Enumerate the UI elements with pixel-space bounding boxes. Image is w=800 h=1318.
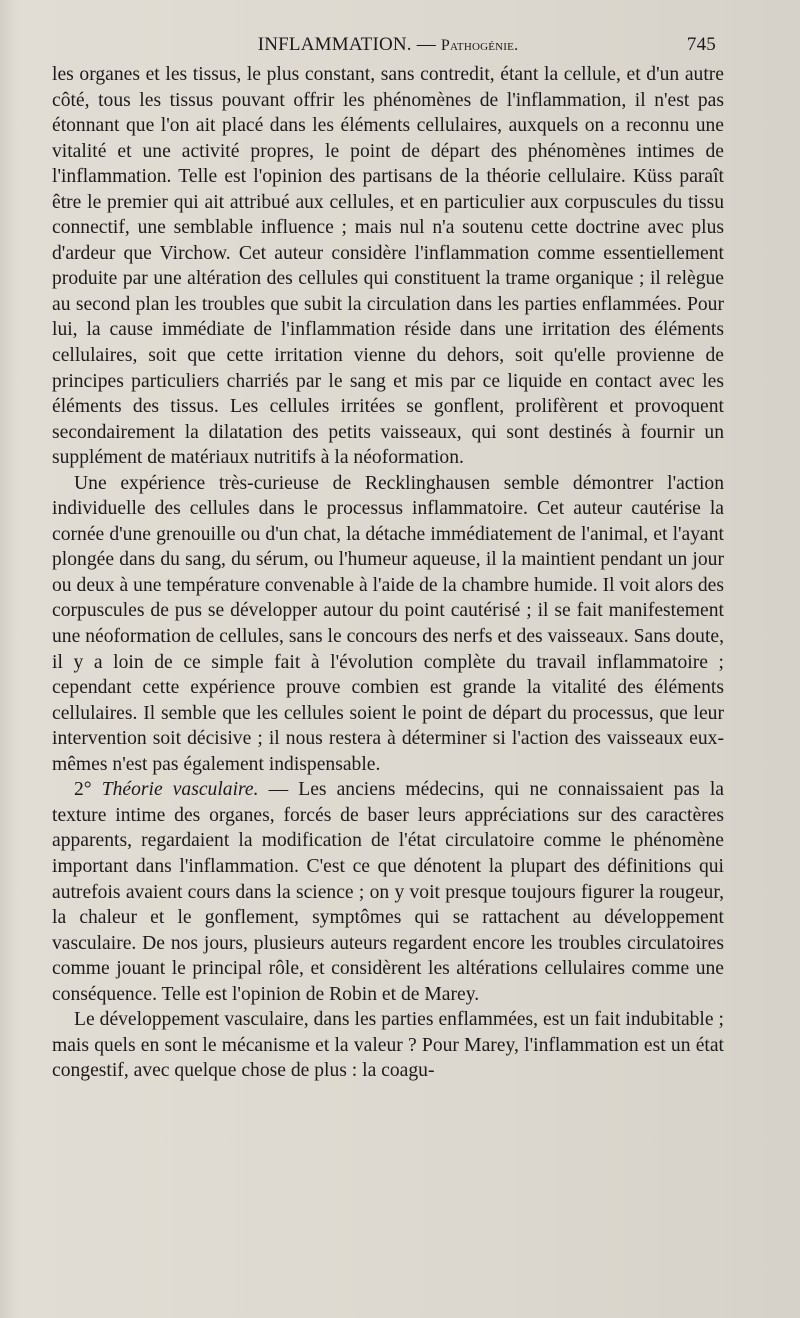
paragraph-vascular-development: Le développement vasculaire, dans les parties enflammées, est un fait indubitable ; mais quels en sont le mécanisme et la valeur ? Pour Marey, l'inflammation est un état congestif, avec quelque chose de plus : la coagu- <box>52 1009 724 1082</box>
paragraph-cellular-theory: les organes et les tissus, le plus constant, sans contredit, étant la cellule, et d'un autre côté, tous les tissus pouvant offrir les phénomènes de l'inflammation, il n'est pas étonnant que l'on ait placé dans les éléments cellulaires, auxquels on a reconnu une vitalité et une activité propres, le point de départ des phénomènes intimes de l'inflammation. Telle est l'opinion des partisans de la théorie cellulaire. Küss paraît être le premier qui ait attribué aux cellules, et en particulier aux corpuscules du tissu connectif, une semblable influence ; mais nul n'a soutenu cette doctrine avec plus d'ardeur que Virchow. Cet auteur considère l'inflammation comme essentiellement produite par une altération des cellules qui constituent la trame organique ; il relègue au second plan les troubles que subit la circulation dans les parties enflammées. Pour lui, la cause immédiate de l'inflammation réside dans une irritation des éléments cellulaires, soit que cette irritation vienne du dehors, soit qu'elle provienne de principes particuliers charriés par le sang et mis par ce liquide en contact avec les éléments des tissus. Les cellules irritées se gonflent, prolifèrent et provoquent secondairement la dilatation des petits vaisseaux, qui sont destinés à fournir un supplément de matériaux nutritifs à la néoformation. <box>52 64 724 469</box>
section-number: 2° <box>74 779 92 801</box>
header-subtitle: Pathogénie. <box>440 37 519 54</box>
page-number: 745 <box>686 34 716 55</box>
body-text <box>52 62 724 1084</box>
paragraph-recklinghausen: Une expérience très-curieuse de Recklinghausen semble démontrer l'action individuelle des cellules dans le processus inflammatoire. Cet auteur cautérise la cornée d'une grenouille ou d'un chat, la détache immédiatement de l'animal, et l'ayant plongée dans du sang, du sérum, ou l'humeur aqueuse, il la maintient pendant un jour ou deux à une température convenable à l'aide de la chambre humide. Il voit alors des corpuscules de pus se développer autour du point cautérisé ; il se fait manifestement une néoformation de cellules, sans le concours des nerfs et des vaisseaux. Sans doute, il y a loin de ce simple fait à l'évolution complète du travail inflammatoire ; cependant cette expérience prouve combien est grande la vitalité des éléments cellulaires. Il semble que les cellules soient le point de départ du processus, que leur intervention soit décisive ; il nous restera à déterminer si l'action des vaisseaux eux-mêmes n'est pas également indispensable. <box>52 472 724 775</box>
header-dash: — <box>411 34 441 55</box>
section-text: — Les anciens médecins, qui ne connaissaient pas la texture intime des organes, forcés de baser leurs appréciations sur des caractères apparents, regardaient la modification de l'état circulatoire comme le phénomène important dans l'inflammation. C'est ce que dénotent la plupart des définitions qui autrefois avaient cours dans la science ; on y voit presque toujours figurer la rougeur, la chaleur et le gonflement, symptômes qui se rattachent au développement vasculaire. De nos jours, plusieurs auteurs regardent encore les troubles circulatoires comme jouant le principal rôle, et considèrent les altérations cellulaires comme une conséquence. Telle est l'opinion de Robin et de Marey. <box>52 779 724 1005</box>
running-title <box>52 34 724 56</box>
header-title: INFLAMMATION. <box>257 34 412 55</box>
section-heading: Théorie vasculaire. <box>101 779 259 801</box>
running-head <box>52 30 724 62</box>
paragraph-vascular-theory <box>52 777 724 1007</box>
book-page <box>52 30 724 1084</box>
